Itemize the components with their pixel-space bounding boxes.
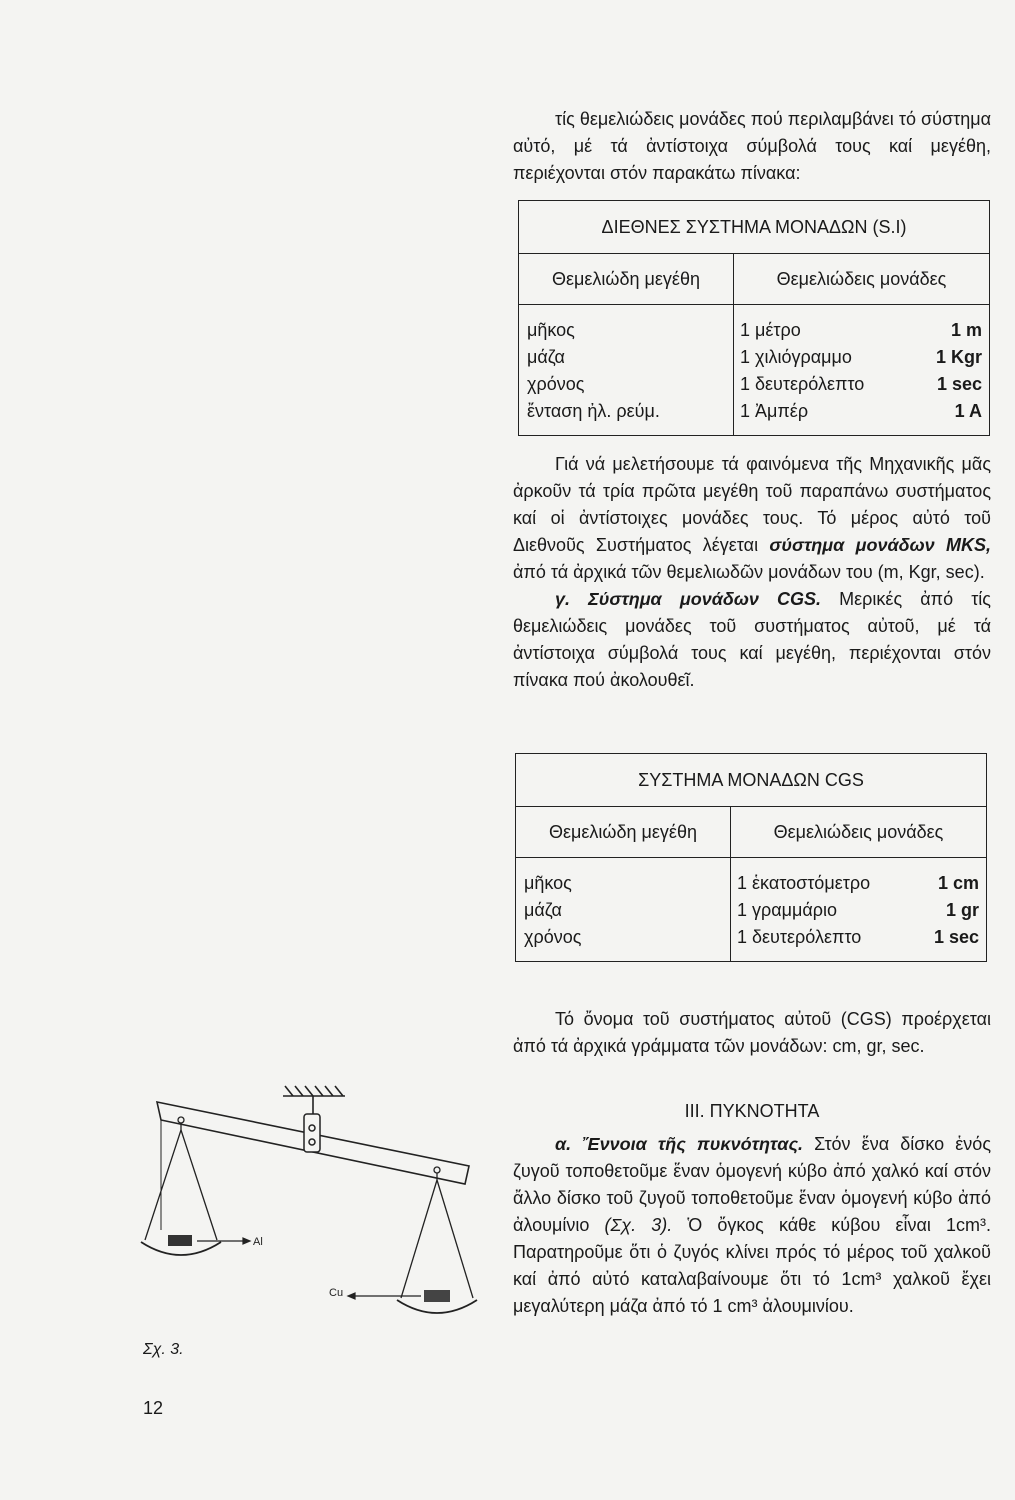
cgs-text: Μερικές ἀπό τίς θεμελιώδεις μονάδες τοῦ συστήματος αὐτοῦ, μέ τά ἀντίστοιχα σύμβολά τους καί μεγέθη, περιέχονται στόν πίνακα πού ἀκολουθεῖ. — [513, 589, 991, 690]
si-unit-row — [740, 344, 988, 371]
density-lead: α. Ἔννοια τῆς πυκνότητας. — [555, 1134, 804, 1154]
page-number: 12 — [143, 1398, 164, 1418]
cgs-quantity: χρόνος — [524, 927, 582, 947]
si-quantity: μῆκος — [527, 320, 575, 340]
ceiling-mount-icon — [283, 1086, 345, 1114]
al-arrow-icon — [197, 1238, 250, 1244]
cgs-col-units: Θεμελιώδεις μονάδες — [731, 807, 987, 858]
mks-paragraph — [513, 451, 991, 586]
si-unit: 1 μέτρο — [740, 320, 801, 340]
cgs-quantities-cell — [516, 858, 731, 962]
cgs-table-title: ΣΥΣΤΗΜΑ ΜΟΝΑΔΩΝ CGS — [516, 754, 987, 807]
mks-text-before: Γιά νά μελετήσουμε τά φαινόμενα τῆς Μηχανικῆς μᾶς ἀρκοῦν τά τρία πρῶτα μεγέθη τοῦ παραπάνω συστήματος καί οἱ ἀντίστοιχες μονάδες τους. Τό μέρος αὐτό τοῦ Διεθνοῦς Συστήματος λέγεται — [513, 454, 991, 555]
section-heading: III. ΠΥΚΝΟΤΗΤΑ — [684, 1101, 820, 1121]
figure-caption: Σχ. 3. — [143, 1341, 184, 1358]
cu-arrow-icon — [348, 1293, 421, 1299]
cgs-unit-row — [737, 870, 985, 897]
density-text-1: Στόν ἕνα δίσκο ἑνός ζυγοῦ τοποθετοῦμε ἕναν ὁμογενή κύβο ἀπό χαλκό καί στόν ἄλλο δίσκο τοῦ ζυγοῦ τοποθετοῦμε ἕναν ὁμογενή κύβο ἀπό ἀλουμίνιο — [513, 1134, 991, 1235]
si-unit: 1 Ἀμπέρ — [740, 401, 809, 421]
cu-label: Cu — [329, 1287, 344, 1299]
cgs-name-block — [513, 1006, 991, 1060]
mks-cgs-block — [513, 451, 991, 694]
cgs-units-cell — [731, 858, 987, 962]
si-unit: 1 χιλιόγραμμο — [740, 347, 852, 367]
cgs-col-quantities: Θεμελιώδη μεγέθη — [516, 807, 731, 858]
mks-emphasis: σύστημα μονάδων MKS, — [769, 535, 991, 555]
si-units-cell — [734, 305, 990, 436]
si-col-quantities: Θεμελιώδη μεγέθη — [519, 254, 734, 305]
si-quantity: ἔνταση ἠλ. ρεύμ. — [527, 401, 660, 421]
balance-scale-figure — [135, 1080, 480, 1330]
si-unit-symbol: 1 Kgr — [935, 347, 982, 367]
cgs-unit-row — [737, 924, 985, 951]
si-unit-row — [740, 398, 988, 425]
si-table — [518, 200, 990, 436]
density-text-2: Ὁ ὄγκος κάθε κύβου εἶναι 1cm³. Παρατηροῦμε ὅτι ὁ ζυγός κλίνει πρός τό μέρος τοῦ χαλκοῦ καί ἀπό αὐτό καταλαβαίνουμε ὅτι τό 1cm³ χαλκοῦ ἔχει μεγαλύτερη μάζα ἀπό τό 1 cm³ ἀλουμινίου. — [513, 1215, 991, 1316]
al-label: Al — [253, 1236, 263, 1248]
intro-text: τίς θεμελιώδεις μονάδες πού περιλαμβάνει τό σύστημα αὐτό, μέ τά ἀντίστοιχα σύμβολά τους καί μεγέθη, περιέχονται στόν παρακάτω πίνακα: — [513, 109, 991, 183]
aluminium-cube — [168, 1235, 192, 1246]
cgs-unit: 1 δευτερόλεπτο — [737, 927, 862, 947]
si-table-wrapper — [518, 200, 996, 436]
cgs-unit: 1 ἑκατοστόμετρο — [737, 873, 871, 893]
cgs-table — [515, 753, 987, 962]
density-paragraph — [513, 1131, 991, 1320]
cgs-unit-symbol: 1 cm — [937, 873, 979, 893]
density-block — [513, 1131, 991, 1320]
cgs-quantity: μάζα — [524, 900, 562, 920]
mks-text-after: ἀπό τά ἀρχικά τῶν θεμελιωδῶν μονάδων του (m, Kgr, sec). — [513, 562, 985, 582]
cgs-unit-symbol: 1 sec — [933, 927, 979, 947]
si-quantity: χρόνος — [527, 374, 585, 394]
cgs-table-wrapper — [515, 753, 993, 962]
si-table-title: ΔΙΕΘΝΕΣ ΣΥΣΤΗΜΑ ΜΟΝΑΔΩΝ (S.I) — [519, 201, 990, 254]
si-unit-symbol: 1 sec — [936, 374, 982, 394]
figure-reference: (Σχ. 3). — [604, 1215, 673, 1235]
si-col-units: Θεμελιώδεις μονάδες — [734, 254, 990, 305]
si-quantities-cell — [519, 305, 734, 436]
left-pan — [141, 1117, 221, 1255]
cgs-unit-row — [737, 897, 985, 924]
cgs-paragraph — [513, 586, 991, 694]
copper-cube — [424, 1290, 450, 1302]
si-unit: 1 δευτερόλεπτο — [740, 374, 865, 394]
pivot-hanger — [304, 1114, 320, 1152]
intro-paragraph — [513, 106, 991, 187]
cgs-quantity: μῆκος — [524, 873, 572, 893]
si-unit-symbol: 1 m — [950, 320, 982, 340]
cgs-lead: γ. Σύστημα μονάδων CGS. — [555, 589, 822, 609]
cgs-name-paragraph: Τό ὄνομα τοῦ συστήματος αὐτοῦ (CGS) προέρχεται ἀπό τά ἀρχικά γράμματα τῶν μονάδων: cm, gr, sec. — [513, 1009, 991, 1056]
si-unit-row — [740, 371, 988, 398]
si-unit-symbol: 1 A — [954, 401, 982, 421]
cgs-unit: 1 γραμμάριο — [737, 900, 838, 920]
cgs-unit-symbol: 1 gr — [945, 900, 979, 920]
si-quantity: μάζα — [527, 347, 565, 367]
si-unit-row — [740, 317, 988, 344]
